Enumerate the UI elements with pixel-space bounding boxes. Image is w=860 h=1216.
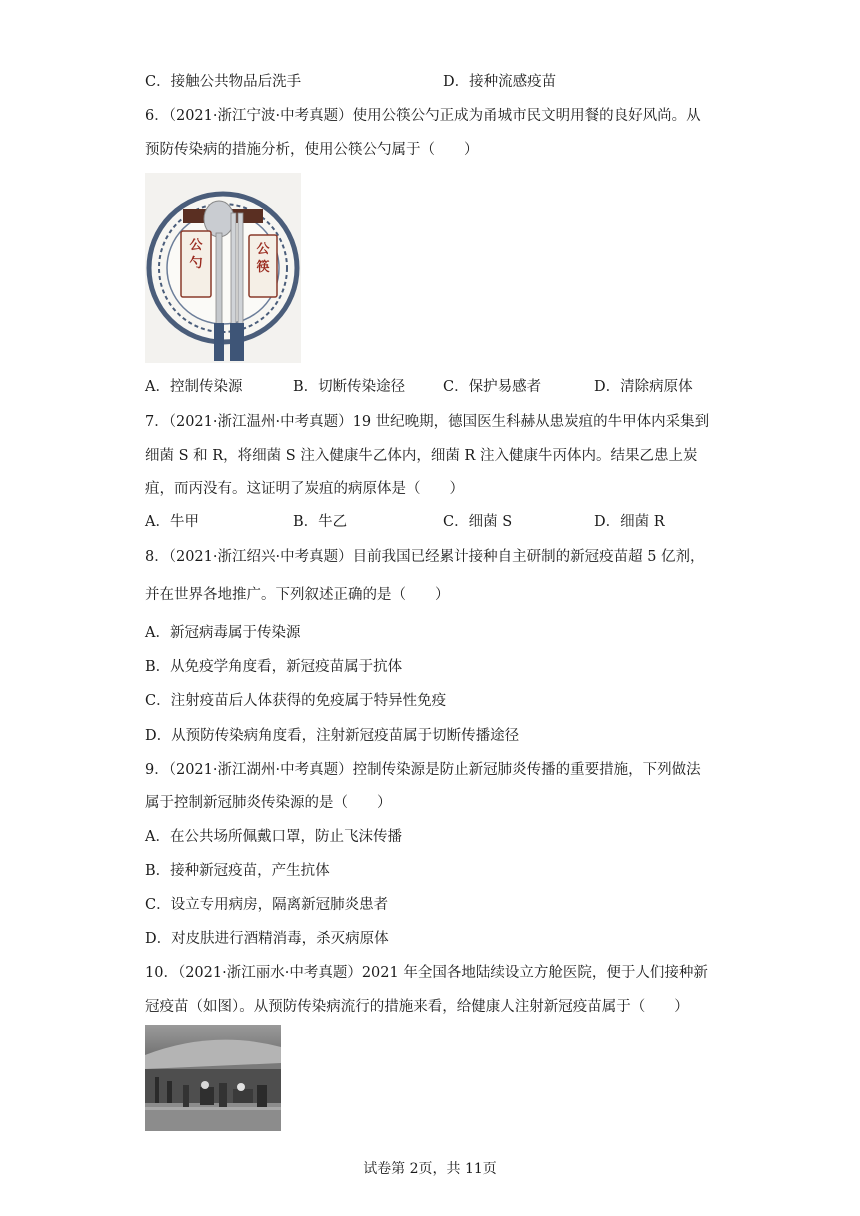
q10-vaccination-site-photo bbox=[145, 1025, 281, 1131]
q9-option-a: A．在公共场所佩戴口罩，防止飞沫传播 bbox=[145, 829, 402, 845]
q8-option-b: B．从免疫学角度看，新冠疫苗属于抗体 bbox=[145, 659, 403, 675]
q6-option-b: B．切断传染途径 bbox=[293, 379, 406, 395]
q9-option-c: C．设立专用病房，隔离新冠肺炎患者 bbox=[145, 897, 389, 913]
q8-option-d: D．从预防传染病角度看，注射新冠疫苗属于切断传播途径 bbox=[145, 728, 520, 744]
q8-option-c: C．注射疫苗后人体获得的免疫属于特异性免疫 bbox=[145, 693, 447, 709]
q9-option-b: B．接种新冠疫苗，产生抗体 bbox=[145, 863, 330, 879]
q10-text-line-1: 10．（2021·浙江丽水·中考真题）2021 年全国各地陆续设立方舱医院，便于人们接种新 bbox=[145, 965, 708, 981]
q8-option-a: A．新冠病毒属于传染源 bbox=[145, 625, 301, 641]
chopsticks-label: 公筷 bbox=[256, 242, 270, 275]
q7-option-a: A．牛甲 bbox=[145, 514, 199, 530]
q7-text-line-3: 疽，而丙没有。这证明了炭疽的病原体是（ ） bbox=[145, 481, 464, 497]
q8-text-line-1: 8．（2021·浙江绍兴·中考真题）目前我国已经累计接种自主研制的新冠疫苗超 5 亿剂， bbox=[145, 549, 705, 565]
q10-text-line-2: 冠疫苗（如图）。从预防传染病流行的措施来看，给健康人注射新冠疫苗属于（ ） bbox=[145, 999, 689, 1015]
q6-chopsticks-spoon-image bbox=[145, 173, 301, 363]
q6-option-a: A．控制传染源 bbox=[145, 379, 243, 395]
page-footer: 试卷第 2页，共 11页 bbox=[363, 1161, 497, 1177]
q5-option-c: C．接触公共物品后洗手 bbox=[145, 74, 302, 90]
q7-option-c: C．细菌 S bbox=[443, 514, 513, 530]
q6-option-c: C．保护易感者 bbox=[443, 379, 542, 395]
q9-text-line-1: 9．（2021·浙江湖州·中考真题）控制传染源是防止新冠肺炎传播的重要措施，下列做法 bbox=[145, 762, 701, 778]
q9-option-d: D．对皮肤进行酒精消毒，杀灭病原体 bbox=[145, 931, 389, 947]
q8-text-line-2: 并在世界各地推广。下列叙述正确的是（ ） bbox=[145, 587, 450, 603]
q7-text-line-1: 7．（2021·浙江温州·中考真题）19 世纪晚期，德国医生科赫从患炭疽的牛甲体内采集到 bbox=[145, 414, 710, 430]
q6-option-d: D．清除病原体 bbox=[594, 379, 693, 395]
q6-text-line-2: 预防传染病的措施分析，使用公筷公勺属于（ ） bbox=[145, 142, 479, 158]
q5-option-d: D．接种流感疫苗 bbox=[443, 74, 557, 90]
spoon-label: 公勺 bbox=[189, 238, 203, 271]
q7-option-b: B．牛乙 bbox=[293, 514, 348, 530]
q7-text-line-2: 细菌 S 和 R，将细菌 S 注入健康牛乙体内，细菌 R 注入健康牛丙体内。结果乙患上炭 bbox=[145, 448, 698, 464]
q9-text-line-2: 属于控制新冠肺炎传染源的是（ ） bbox=[145, 795, 392, 811]
q7-option-d: D．细菌 R bbox=[594, 514, 665, 530]
q6-text-line-1: 6．（2021·浙江宁波·中考真题）使用公筷公勺正成为甬城市民文明用餐的良好风尚。从 bbox=[145, 108, 701, 124]
